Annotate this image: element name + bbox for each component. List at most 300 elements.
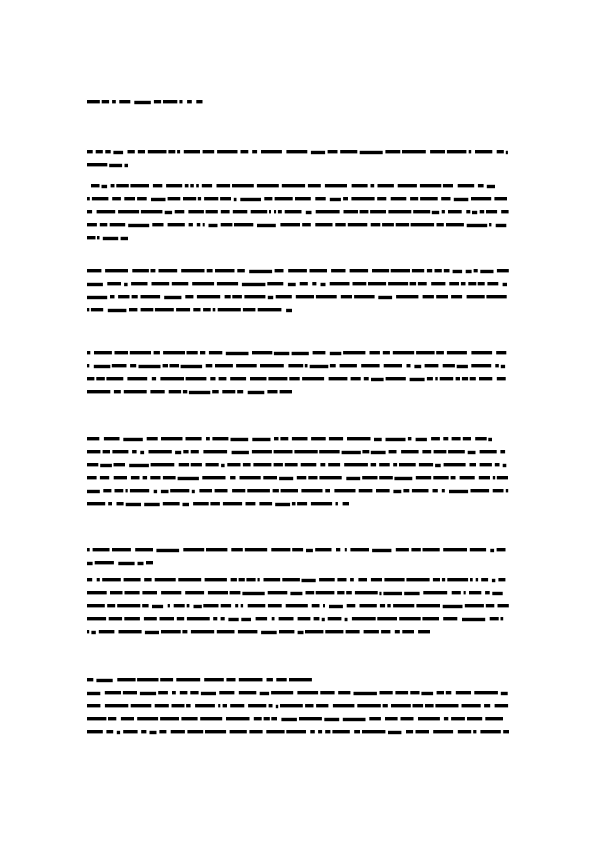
text-fragment xyxy=(226,717,250,720)
text-fragment xyxy=(371,451,386,454)
text-fragment xyxy=(421,692,433,695)
text-fragment xyxy=(87,730,103,733)
text-fragment xyxy=(183,503,190,506)
text-fragment xyxy=(155,704,169,707)
text-fragment xyxy=(377,617,397,620)
text-fragment xyxy=(213,308,216,311)
text-fragment xyxy=(418,282,427,285)
text-fragment xyxy=(209,224,218,227)
text-fragment xyxy=(97,578,100,581)
text-fragment xyxy=(254,717,262,720)
text-fragment xyxy=(411,223,435,226)
text-fragment xyxy=(118,210,139,213)
text-fragment xyxy=(230,730,247,733)
text-fragment xyxy=(124,283,128,286)
text-fragment xyxy=(163,502,180,505)
text-fragment xyxy=(288,364,303,367)
text-fragment xyxy=(325,184,347,187)
text-fragment xyxy=(475,437,487,440)
text-fragment xyxy=(108,502,112,505)
text-fragment xyxy=(87,604,105,607)
text-fragment xyxy=(305,364,308,367)
text-fragment xyxy=(87,296,107,299)
text-fragment xyxy=(119,100,130,103)
text-fragment xyxy=(345,548,347,551)
text-fragment xyxy=(493,476,495,479)
text-fragment xyxy=(110,591,123,594)
text-fragment xyxy=(476,578,478,581)
text-fragment xyxy=(141,308,154,311)
text-fragment xyxy=(186,377,207,380)
text-fragment xyxy=(112,100,116,103)
text-fragment xyxy=(288,269,307,272)
text-fragment xyxy=(444,463,466,466)
text-fragment xyxy=(480,210,485,213)
text-fragment xyxy=(268,296,273,299)
text-fragment xyxy=(470,377,476,380)
text-fragment xyxy=(316,295,337,298)
text-fragment xyxy=(139,365,161,368)
text-fragment xyxy=(372,549,391,552)
text-fragment xyxy=(321,283,326,286)
text-fragment xyxy=(413,704,424,707)
text-fragment xyxy=(154,100,161,103)
text-fragment xyxy=(141,210,163,213)
text-fragment xyxy=(306,549,313,552)
text-fragment xyxy=(354,295,375,298)
text-fragment xyxy=(160,377,184,380)
text-fragment xyxy=(124,390,147,393)
text-fragment xyxy=(87,197,90,200)
text-fragment xyxy=(344,463,368,466)
text-fragment xyxy=(267,390,277,393)
text-fragment xyxy=(187,604,190,607)
text-fragment xyxy=(132,450,137,453)
paragraph-p2 xyxy=(87,184,509,240)
text-fragment xyxy=(480,450,497,453)
text-fragment xyxy=(329,437,343,440)
paragraph-p1 xyxy=(87,150,508,167)
text-fragment xyxy=(87,562,93,565)
text-fragment xyxy=(145,631,159,634)
text-fragment xyxy=(244,295,265,298)
text-fragment xyxy=(329,605,343,608)
text-fragment xyxy=(218,704,220,707)
text-fragment xyxy=(250,377,267,380)
text-fragment xyxy=(503,464,507,467)
text-fragment xyxy=(386,438,406,441)
text-fragment xyxy=(315,223,332,226)
text-fragment xyxy=(343,502,349,505)
text-fragment xyxy=(87,163,107,166)
text-fragment xyxy=(179,463,189,466)
text-fragment xyxy=(346,630,360,633)
text-fragment xyxy=(401,450,419,453)
text-fragment xyxy=(469,591,481,594)
text-fragment xyxy=(146,561,153,564)
text-fragment xyxy=(97,210,116,213)
text-fragment xyxy=(114,463,126,466)
text-fragment xyxy=(87,476,97,479)
text-fragment xyxy=(184,150,200,153)
text-fragment xyxy=(444,269,450,272)
text-fragment xyxy=(241,618,251,621)
text-fragment xyxy=(318,730,322,733)
text-fragment xyxy=(87,490,100,493)
text-fragment xyxy=(115,489,124,492)
text-fragment xyxy=(324,718,339,721)
text-fragment xyxy=(352,184,368,187)
text-fragment xyxy=(462,704,481,707)
text-fragment xyxy=(123,438,143,441)
text-fragment xyxy=(294,450,317,453)
text-fragment xyxy=(497,548,506,551)
text-fragment xyxy=(368,282,386,285)
text-fragment xyxy=(316,210,340,213)
text-fragment xyxy=(107,282,121,285)
text-fragment xyxy=(138,150,145,153)
text-fragment xyxy=(343,197,348,200)
text-fragment xyxy=(113,151,123,154)
text-fragment xyxy=(300,282,308,285)
text-fragment xyxy=(280,437,288,440)
text-fragment xyxy=(380,604,385,607)
text-fragment xyxy=(486,210,497,213)
text-fragment xyxy=(104,437,120,440)
text-fragment xyxy=(451,717,465,720)
text-fragment xyxy=(191,450,199,453)
text-fragment xyxy=(487,282,498,285)
text-fragment xyxy=(264,717,270,720)
paragraph-p7 xyxy=(87,578,509,634)
text-fragment xyxy=(388,731,401,734)
text-fragment xyxy=(378,184,394,187)
text-fragment xyxy=(131,704,152,707)
text-fragment xyxy=(435,269,442,272)
text-fragment xyxy=(410,197,418,200)
text-fragment xyxy=(248,704,266,707)
text-fragment xyxy=(130,489,149,492)
text-fragment xyxy=(506,151,508,154)
text-fragment xyxy=(354,692,377,695)
text-fragment xyxy=(330,352,342,355)
text-fragment xyxy=(493,489,504,492)
text-fragment xyxy=(359,489,373,492)
text-fragment xyxy=(497,476,508,479)
text-fragment xyxy=(261,631,277,634)
text-fragment xyxy=(458,730,471,733)
paragraph-p5 xyxy=(87,437,508,506)
text-fragment xyxy=(186,704,191,707)
text-fragment xyxy=(94,365,111,368)
text-fragment xyxy=(315,548,331,551)
text-fragment xyxy=(281,489,298,492)
text-fragment xyxy=(350,269,369,272)
text-fragment xyxy=(299,717,322,720)
text-fragment xyxy=(204,678,224,681)
text-fragment xyxy=(372,269,389,272)
text-fragment xyxy=(143,476,148,479)
text-fragment xyxy=(418,630,430,633)
text-fragment xyxy=(121,237,128,240)
text-fragment xyxy=(396,295,418,298)
text-fragment xyxy=(348,223,368,226)
text-fragment xyxy=(140,692,156,695)
text-fragment xyxy=(135,548,153,551)
text-fragment xyxy=(396,223,409,226)
text-fragment xyxy=(187,100,192,103)
text-fragment xyxy=(336,548,340,551)
text-fragment xyxy=(228,618,238,621)
text-fragment xyxy=(227,463,240,466)
text-fragment xyxy=(486,295,506,298)
text-fragment xyxy=(420,184,441,187)
text-fragment xyxy=(232,489,245,492)
text-fragment xyxy=(260,364,284,367)
text-fragment xyxy=(215,269,235,272)
text-fragment xyxy=(87,308,89,311)
text-fragment xyxy=(107,604,115,607)
text-fragment xyxy=(264,197,272,200)
text-fragment xyxy=(343,351,365,354)
text-fragment xyxy=(355,591,378,594)
text-fragment xyxy=(123,730,137,733)
text-fragment xyxy=(203,150,215,153)
text-fragment xyxy=(296,295,314,298)
text-fragment xyxy=(239,691,256,694)
text-fragment xyxy=(252,150,257,153)
text-fragment xyxy=(488,438,492,441)
text-fragment xyxy=(208,591,228,594)
text-fragment xyxy=(347,437,371,440)
text-fragment xyxy=(183,390,187,393)
text-fragment xyxy=(302,377,324,380)
paragraph-p6 xyxy=(87,548,506,565)
text-fragment xyxy=(495,463,500,466)
text-fragment xyxy=(474,691,498,694)
text-fragment xyxy=(187,617,210,620)
text-fragment xyxy=(260,692,269,695)
text-fragment xyxy=(442,578,445,581)
text-fragment xyxy=(192,490,195,493)
text-fragment xyxy=(322,618,325,621)
text-fragment xyxy=(87,717,106,720)
text-fragment xyxy=(272,617,275,620)
text-fragment xyxy=(388,210,411,213)
text-fragment xyxy=(449,282,459,285)
text-fragment xyxy=(221,604,231,607)
text-fragment xyxy=(100,223,108,226)
text-fragment xyxy=(501,210,508,213)
text-fragment xyxy=(500,450,505,453)
text-fragment xyxy=(361,364,379,367)
text-fragment xyxy=(245,548,267,551)
text-fragment xyxy=(154,490,157,493)
text-fragment xyxy=(416,351,435,354)
text-fragment xyxy=(242,283,266,286)
text-fragment xyxy=(87,630,89,633)
text-fragment xyxy=(432,211,439,214)
text-fragment xyxy=(243,308,256,311)
text-fragment xyxy=(203,450,227,453)
text-fragment xyxy=(123,691,137,694)
text-fragment xyxy=(165,211,172,214)
text-fragment xyxy=(381,630,390,633)
text-fragment xyxy=(444,717,448,720)
text-fragment xyxy=(147,437,158,440)
text-fragment xyxy=(106,377,123,380)
text-fragment xyxy=(410,282,417,285)
text-fragment xyxy=(87,351,90,354)
text-fragment xyxy=(176,308,190,311)
text-fragment xyxy=(121,717,134,720)
text-fragment xyxy=(340,150,357,153)
text-fragment xyxy=(220,197,231,200)
text-fragment xyxy=(175,210,185,213)
text-fragment xyxy=(306,211,312,214)
text-fragment xyxy=(471,351,492,354)
text-fragment xyxy=(462,618,485,621)
text-fragment xyxy=(495,704,509,707)
text-fragment xyxy=(498,578,505,581)
text-fragment xyxy=(286,604,308,607)
text-fragment xyxy=(217,282,238,285)
text-fragment xyxy=(461,282,466,285)
text-fragment xyxy=(168,604,170,607)
text-fragment xyxy=(236,364,257,367)
text-fragment xyxy=(490,549,494,552)
text-fragment xyxy=(497,150,504,153)
text-fragment xyxy=(132,269,149,272)
text-fragment xyxy=(473,730,476,733)
text-fragment xyxy=(286,309,292,312)
text-fragment xyxy=(223,502,242,505)
text-fragment xyxy=(108,309,127,312)
text-fragment xyxy=(189,223,193,226)
text-fragment xyxy=(202,476,225,479)
text-fragment xyxy=(280,390,292,393)
text-fragment xyxy=(204,197,218,200)
text-fragment xyxy=(466,210,470,213)
text-fragment xyxy=(112,197,121,200)
text-fragment xyxy=(196,184,199,187)
text-fragment xyxy=(289,678,312,681)
text-fragment xyxy=(314,617,320,620)
text-fragment xyxy=(503,283,507,286)
text-fragment xyxy=(416,730,430,733)
text-fragment xyxy=(183,450,188,453)
text-fragment xyxy=(152,223,163,226)
text-fragment xyxy=(124,617,140,620)
text-fragment xyxy=(279,630,294,633)
text-fragment xyxy=(480,730,500,733)
text-fragment xyxy=(267,678,273,681)
text-fragment xyxy=(149,450,172,453)
text-fragment xyxy=(115,351,129,354)
text-fragment xyxy=(126,503,141,506)
text-fragment xyxy=(271,548,290,551)
text-fragment xyxy=(383,592,402,595)
text-fragment xyxy=(288,283,296,286)
text-fragment xyxy=(152,282,170,285)
text-fragment xyxy=(315,197,325,200)
text-fragment xyxy=(343,718,366,721)
text-fragment xyxy=(447,578,468,581)
text-fragment xyxy=(347,604,356,607)
text-fragment xyxy=(226,352,249,355)
text-fragment xyxy=(195,704,215,707)
text-fragment xyxy=(316,704,328,707)
text-fragment xyxy=(389,450,397,453)
text-fragment xyxy=(124,197,135,200)
text-fragment xyxy=(206,364,213,367)
text-fragment xyxy=(456,377,460,380)
text-fragment xyxy=(163,364,168,367)
text-fragment xyxy=(433,476,448,479)
text-fragment xyxy=(495,364,499,367)
text-fragment xyxy=(177,617,184,620)
text-fragment xyxy=(102,185,108,188)
text-fragment xyxy=(413,210,430,213)
text-fragment xyxy=(202,184,212,187)
text-fragment xyxy=(433,578,440,581)
text-fragment xyxy=(268,377,287,380)
text-fragment xyxy=(401,717,414,720)
text-fragment xyxy=(420,197,438,200)
text-fragment xyxy=(437,223,444,226)
text-fragment xyxy=(179,100,182,103)
text-fragment xyxy=(105,269,128,272)
text-fragment xyxy=(185,295,193,298)
text-fragment xyxy=(203,308,211,311)
text-fragment xyxy=(271,717,277,720)
text-fragment xyxy=(181,269,204,272)
text-fragment xyxy=(253,463,271,466)
text-fragment xyxy=(282,578,300,581)
text-fragment xyxy=(484,704,490,707)
text-fragment xyxy=(486,604,495,607)
text-fragment xyxy=(319,450,339,453)
text-fragment xyxy=(460,476,475,479)
text-fragment xyxy=(212,437,228,440)
text-fragment xyxy=(243,463,251,466)
text-fragment xyxy=(386,377,406,380)
text-fragment xyxy=(275,269,284,272)
text-fragment xyxy=(119,630,142,633)
text-fragment xyxy=(371,223,381,226)
text-fragment xyxy=(171,730,185,733)
text-fragment xyxy=(222,390,235,393)
paragraph-p8 xyxy=(87,678,312,682)
text-fragment xyxy=(399,617,421,620)
text-fragment xyxy=(137,717,158,720)
text-fragment xyxy=(279,477,293,480)
text-fragment xyxy=(377,197,386,200)
text-fragment xyxy=(485,591,490,594)
text-fragment xyxy=(312,282,316,285)
text-fragment xyxy=(217,150,237,153)
text-fragment xyxy=(298,617,311,620)
text-fragment xyxy=(335,223,345,226)
text-fragment xyxy=(248,391,265,394)
text-fragment xyxy=(124,578,141,581)
text-fragment xyxy=(87,548,90,551)
text-fragment xyxy=(231,548,243,551)
text-fragment xyxy=(87,377,94,380)
text-fragment xyxy=(308,184,321,187)
text-fragment xyxy=(467,224,488,227)
text-fragment xyxy=(205,730,226,733)
